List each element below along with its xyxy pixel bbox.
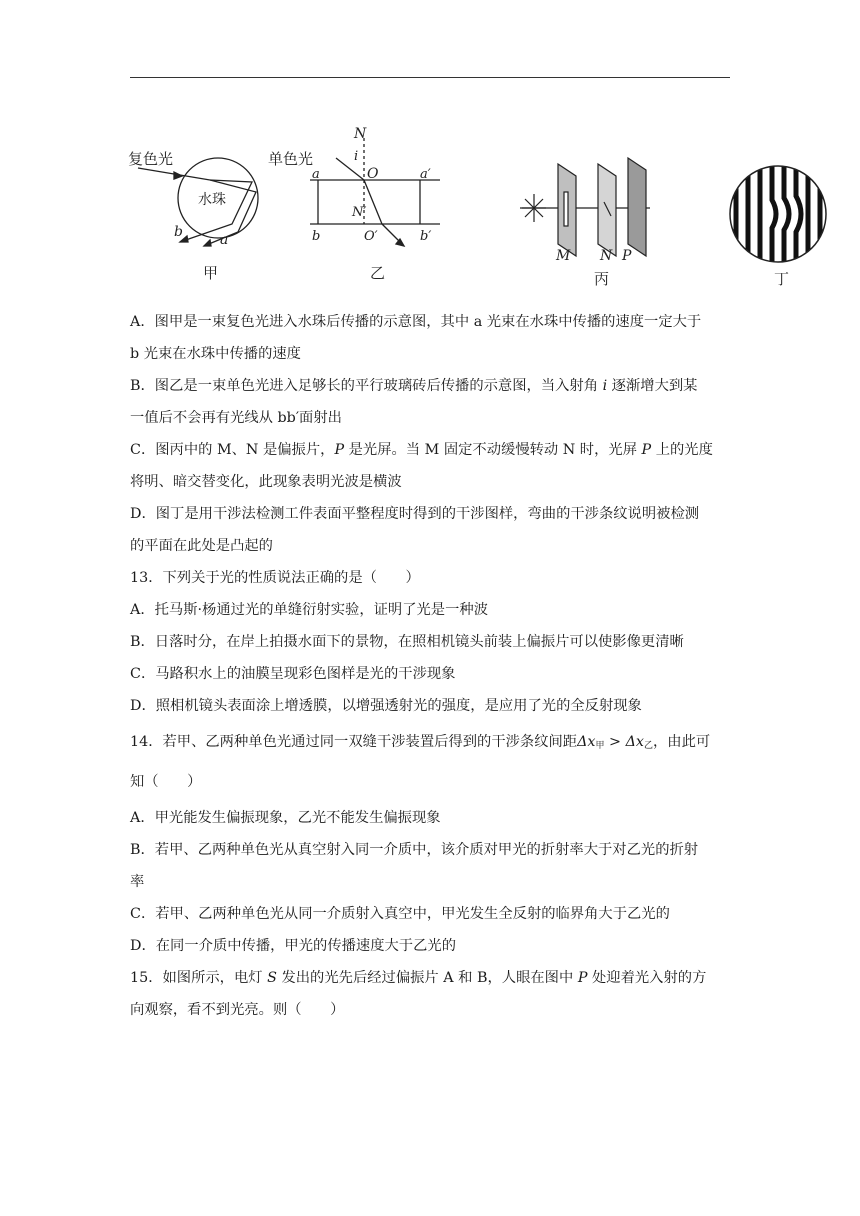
q15-stem-line1 xyxy=(130,962,730,994)
q14-stem-text2: ，由此可 xyxy=(653,734,711,750)
screen-P xyxy=(628,158,646,256)
q14-sub-yi: 乙 xyxy=(643,741,653,751)
figure-bing xyxy=(520,158,650,288)
bing-caption: 丙 xyxy=(594,270,610,288)
q12-b-text2: 逐渐增大到某 xyxy=(607,378,698,394)
yi-incident-ray xyxy=(336,158,364,180)
bing-N: N xyxy=(600,248,613,264)
q15-text2: 发出的光先后经过偏振片 A 和 B，人眼在图中 xyxy=(276,970,578,986)
q13-option-b: B．日落时分，在岸上拍摄水面下的景物，在照相机镜头前装上偏振片可以使影像更清晰 xyxy=(130,634,684,650)
q14-dx1: Δx xyxy=(577,734,596,750)
ray-b xyxy=(180,180,252,242)
q14-stem-line1 xyxy=(130,722,730,762)
q12-c-text1: C．图丙中的 M、N 是偏振片， xyxy=(130,442,335,458)
yi-a: a xyxy=(312,167,320,182)
q14-option-b-line2: 率 xyxy=(130,874,145,890)
jia-a-label: a xyxy=(220,232,229,248)
q12-option-a-line1: A．图甲是一束复色光进入水珠后传播的示意图，其中 a 光束在水珠中传播的速度一定大于 xyxy=(130,314,702,330)
q12-option-d-line1: D．图丁是用干涉法检测工件表面平整程度时得到的干涉图样，弯曲的干涉条纹说明被检测 xyxy=(130,506,700,522)
q12-c-P: P xyxy=(334,442,345,458)
figure-row xyxy=(120,120,840,300)
q13-option-d: D．照相机镜头表面涂上增透膜，以增强透射光的强度，是应用了光的全反射现象 xyxy=(130,698,642,714)
q12-c-text3: 上的光度 xyxy=(651,442,713,458)
q14-sub-jia: 甲 xyxy=(595,741,605,751)
yi-N: N xyxy=(354,126,367,142)
q12-option-d-line2: 的平面在此处是凸起的 xyxy=(130,538,273,554)
q15-text1: 15．如图所示，电灯 xyxy=(130,970,268,986)
q12-b-i: i xyxy=(602,378,608,394)
physics-figures xyxy=(120,120,840,300)
header-rule xyxy=(130,77,730,78)
q12-option-b-line1 xyxy=(130,370,730,402)
q14-gt: > xyxy=(604,734,626,750)
yi-O-prime: O′ xyxy=(364,229,378,244)
jia-b-label: b xyxy=(174,224,183,240)
q14-option-b-line1: B．若甲、乙两种单色光从真空射入同一介质中，该介质对甲光的折射率大于对乙光的折射 xyxy=(130,842,699,858)
q12-option-b-line2: 一值后不会再有光线从 bb′面射出 xyxy=(130,410,342,426)
bing-P: P xyxy=(622,248,632,264)
q14-option-c: C．若甲、乙两种单色光从同一介质射入真空中，甲光发生全反射的临界角大于乙光的 xyxy=(130,906,670,922)
arrow-a xyxy=(204,240,211,246)
q12-option-a-line2: b 光束在水珠中传播的速度 xyxy=(130,346,301,362)
bing-M: M xyxy=(556,248,571,264)
yi-a-prime: a′ xyxy=(420,167,431,182)
polarizer-M-slit xyxy=(564,192,568,226)
q14-option-a: A．甲光能发生偏振现象，乙光不能发生偏振现象 xyxy=(130,810,441,826)
q15-text3: 处迎着光入射的方 xyxy=(587,970,707,986)
q12-option-c-line1 xyxy=(130,434,730,466)
q12-b-text1: B．图乙是一束单色光进入足够长的平行玻璃砖后传播的示意图，当入射角 xyxy=(130,378,603,394)
q15-S: S xyxy=(267,970,277,986)
yi-N-prime: N′ xyxy=(352,205,367,220)
jia-light-label: 复色光 xyxy=(128,150,174,168)
ding-caption: 丁 xyxy=(774,270,790,288)
question-content xyxy=(130,306,730,1026)
q15-P: P xyxy=(577,970,588,986)
q14-dx2: Δx xyxy=(625,734,644,750)
q13-option-c: C．马路积水上的油膜呈现彩色图样是光的干涉现象 xyxy=(130,666,456,682)
star-icon xyxy=(522,194,546,222)
yi-b-prime: b′ xyxy=(420,229,432,244)
q13-stem: 13．下列关于光的性质说法正确的是（ ） xyxy=(130,570,420,586)
yi-caption: 乙 xyxy=(370,264,386,282)
q12-option-c-line2: 将明、暗交替变化，此现象表明光波是横波 xyxy=(130,474,402,490)
q14-option-d: D．在同一介质中传播，甲光的传播速度大于乙光的 xyxy=(130,938,456,954)
q14-stem-text: 14．若甲、乙两种单色光通过同一双缝干涉装置后得到的干涉条纹间距 xyxy=(130,734,578,750)
arrow-in xyxy=(174,172,182,179)
yi-i: i xyxy=(354,149,359,164)
figure-jia xyxy=(128,150,258,282)
q13-option-a: A．托马斯·杨通过光的单缝衍射实验，证明了光是一种波 xyxy=(130,602,488,618)
figure-ding xyxy=(730,160,826,288)
yi-light-label: 单色光 xyxy=(268,150,314,168)
q14-stem-line2: 知（ ） xyxy=(130,774,202,790)
q15-stem-line2: 向观察，看不到光亮。则（ ） xyxy=(130,1002,345,1018)
polarizer-N xyxy=(598,164,616,256)
yi-b: b xyxy=(312,229,321,244)
q12-c-text2: 是光屏。当 M 固定不动缓慢转动 N 时，光屏 xyxy=(344,442,642,458)
q12-c-P2: P xyxy=(641,442,652,458)
jia-drop-label: 水珠 xyxy=(198,192,226,208)
yi-refracted-ray xyxy=(364,180,382,224)
figure-yi xyxy=(268,126,440,282)
jia-caption: 甲 xyxy=(203,264,219,282)
yi-O: O xyxy=(367,166,379,182)
